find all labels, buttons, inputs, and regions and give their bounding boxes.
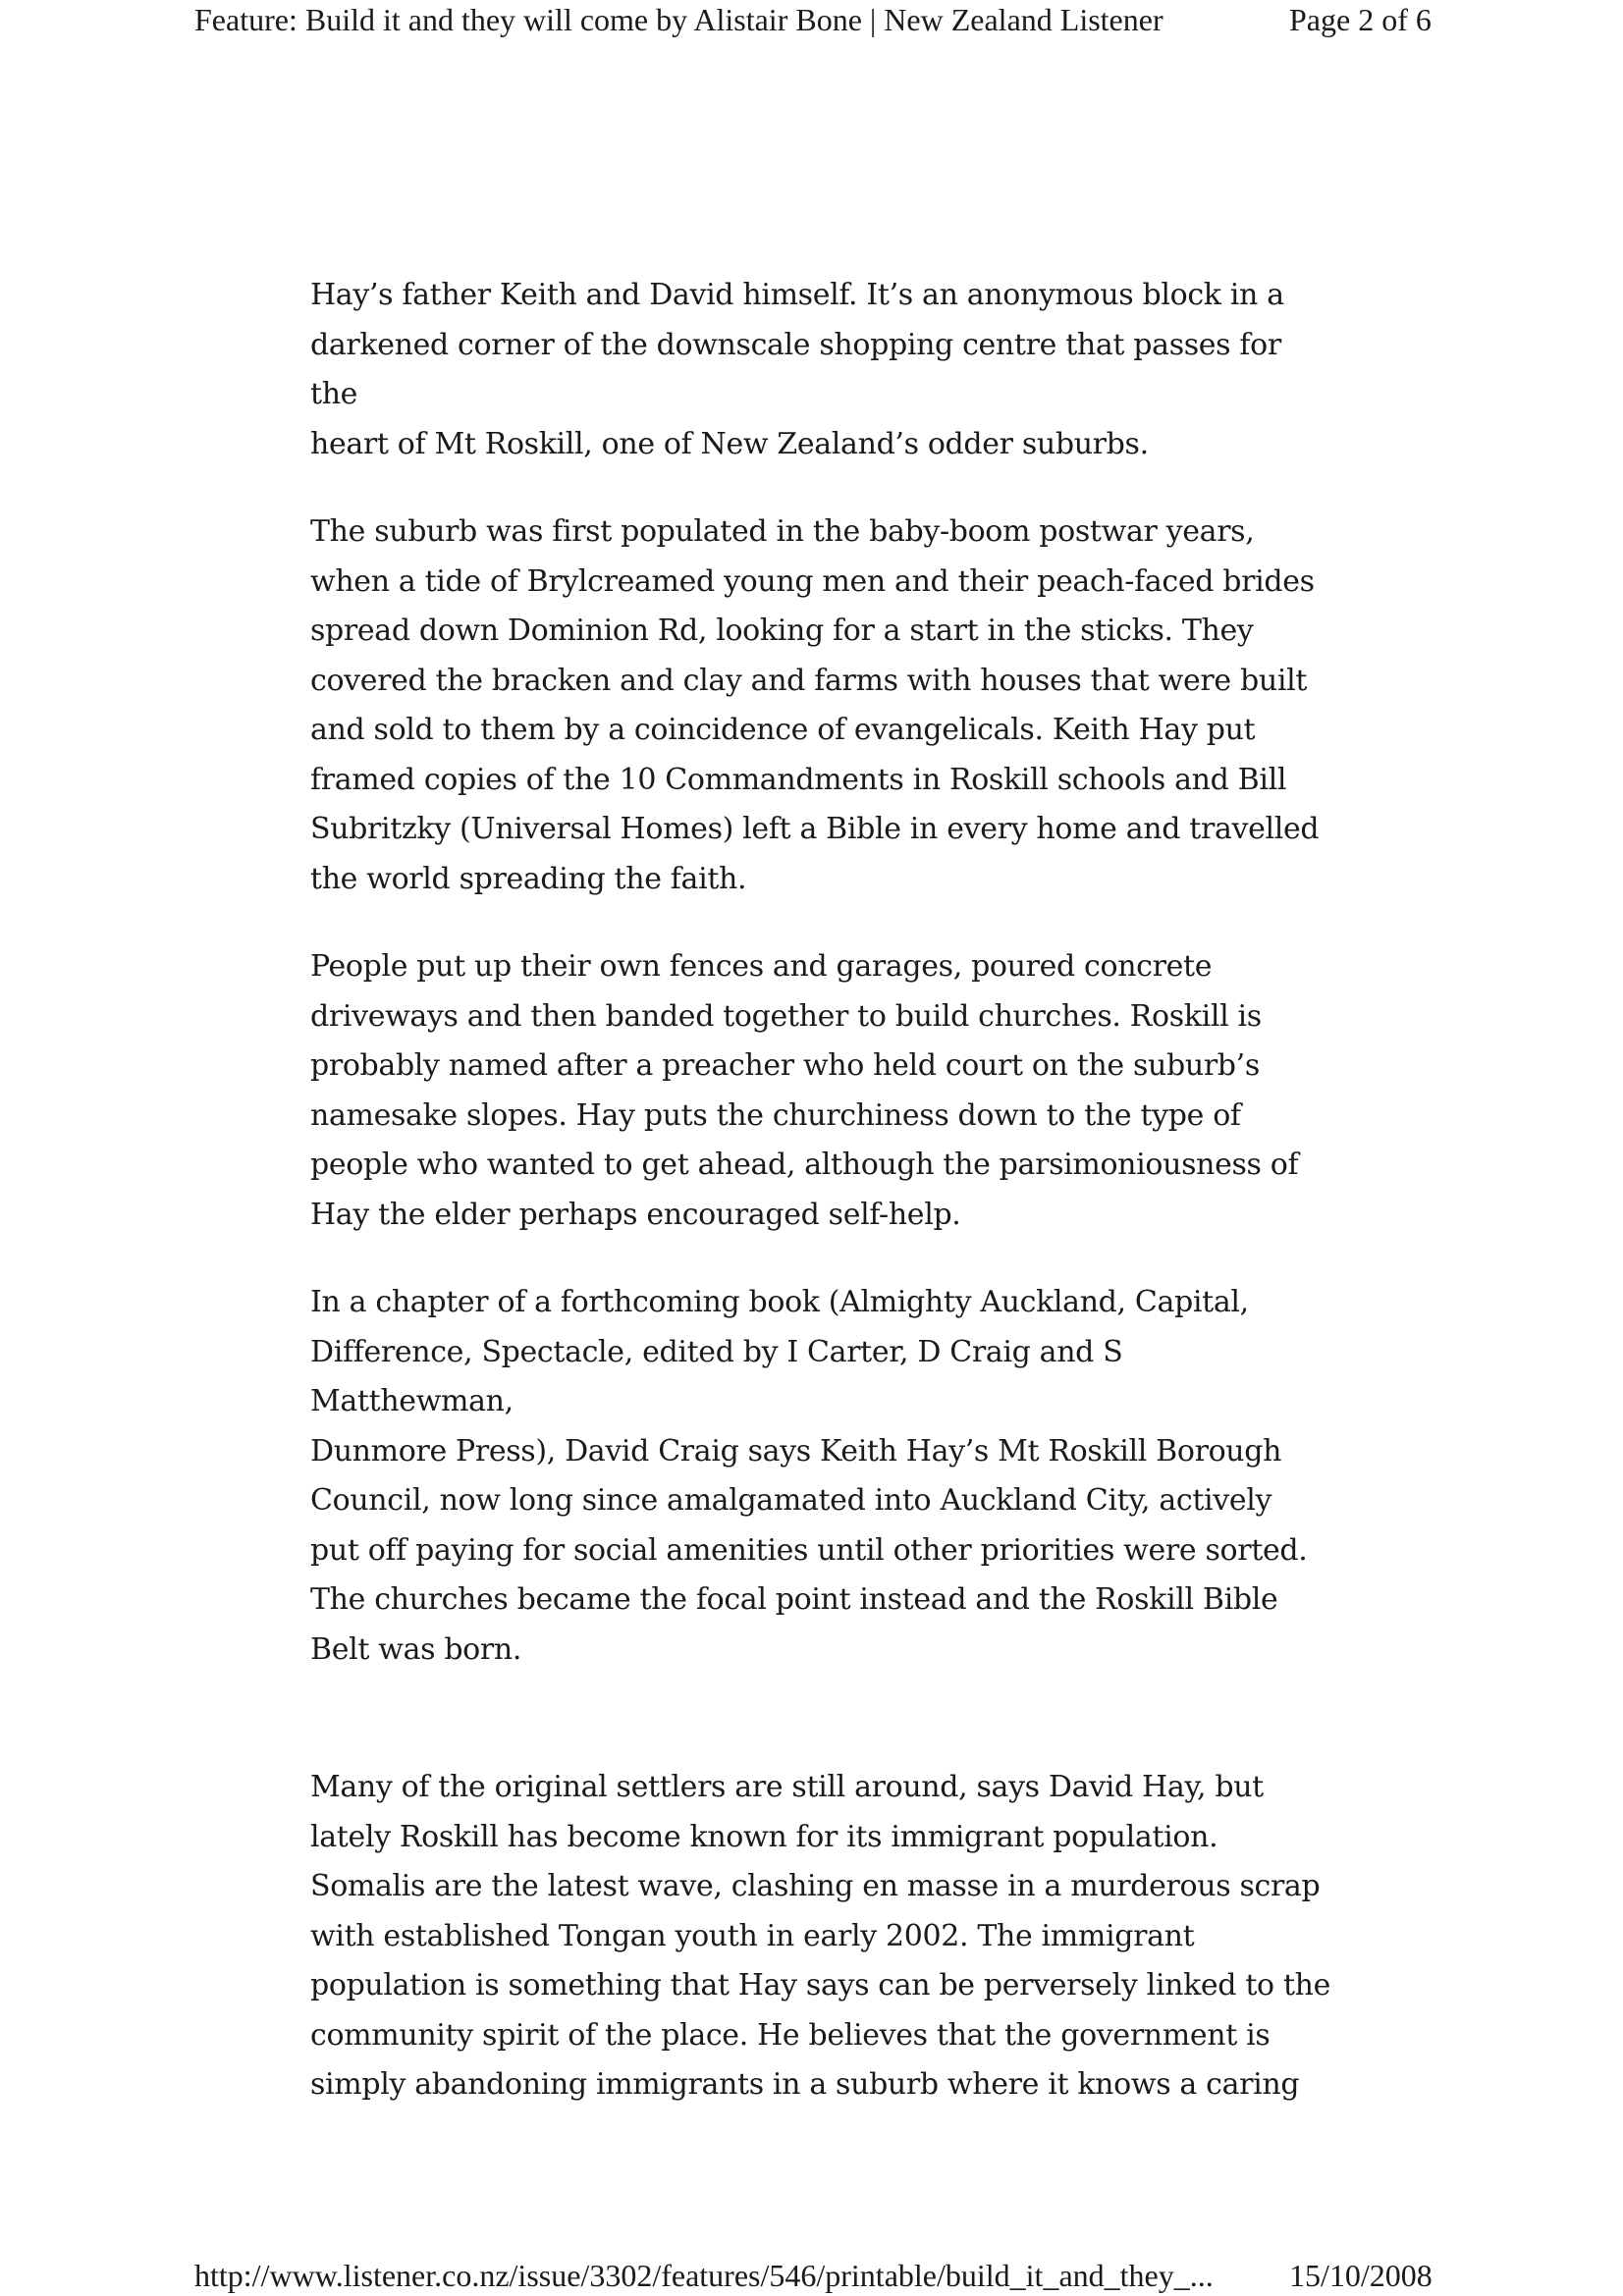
article-body [310, 271, 1331, 2110]
paragraph: In a chapter of a forthcoming book (Almighty Auckland, Capital, Difference, Spectacle, edited by I Carter, D Craig and S Matthewman, Dunmore Press), David Craig says Keith Hay’s Mt Roskill Borough Council, now long since amalgamated into Auckland City, actively put off paying for social amenities until other priorities were sorted. The churches became the focal point instead and the Roskill Bible Belt was born. [310, 1285, 1308, 1667]
paragraph: Hay’s father Keith and David himself. It’s an anonymous block in a darkened corner of the downscale shopping centre that passes for the heart of Mt Roskill, one of New Zealand’s odder suburbs. [310, 278, 1284, 461]
print-date: 15/10/2008 [1289, 2258, 1433, 2293]
page-footer [0, 2258, 1623, 2296]
paragraph: People put up their own fences and garages, poured concrete driveways and then banded together to build churches. Roskill is probably named after a preacher who held court on the suburb’s namesake slopes. Hay puts the churchiness down to the type of people who wanted to get ahead, although the parsimoniousness of Hay the elder perhaps encouraged self-help. [310, 949, 1299, 1232]
page-indicator: Page 2 of 6 [1289, 2, 1432, 37]
source-url: http://www.listener.co.nz/issue/3302/features/546/printable/build_it_and_they_... [194, 2258, 1214, 2293]
paragraph: Many of the original settlers are still around, says David Hay, but lately Roskill has become known for its immigrant population. Somalis are the latest wave, clashing en masse in a murderous scrap with established Tongan youth in early 2002. The immigrant population is something that Hay says can be perversely linked to the community spirit of the place. He believes that the government is simply abandoning immigrants in a suburb where it knows a caring [310, 1770, 1331, 2102]
page-header [0, 0, 1623, 39]
document-title: Feature: Build it and they will come by Alistair Bone | New Zealand Listener [194, 2, 1163, 37]
paragraph: The suburb was first populated in the baby-boom postwar years, when a tide of Brylcreamed young men and their peach-faced brides spread down Dominion Rd, looking for a start in the sticks. They covered the bracken and clay and farms with houses that were built and sold to them by a coincidence of evangelicals. Keith Hay put framed copies of the 10 Commandments in Roskill schools and Bill Subritzky (Universal Homes) left a Bible in every home and travelled the world spreading the faith. [310, 514, 1320, 896]
